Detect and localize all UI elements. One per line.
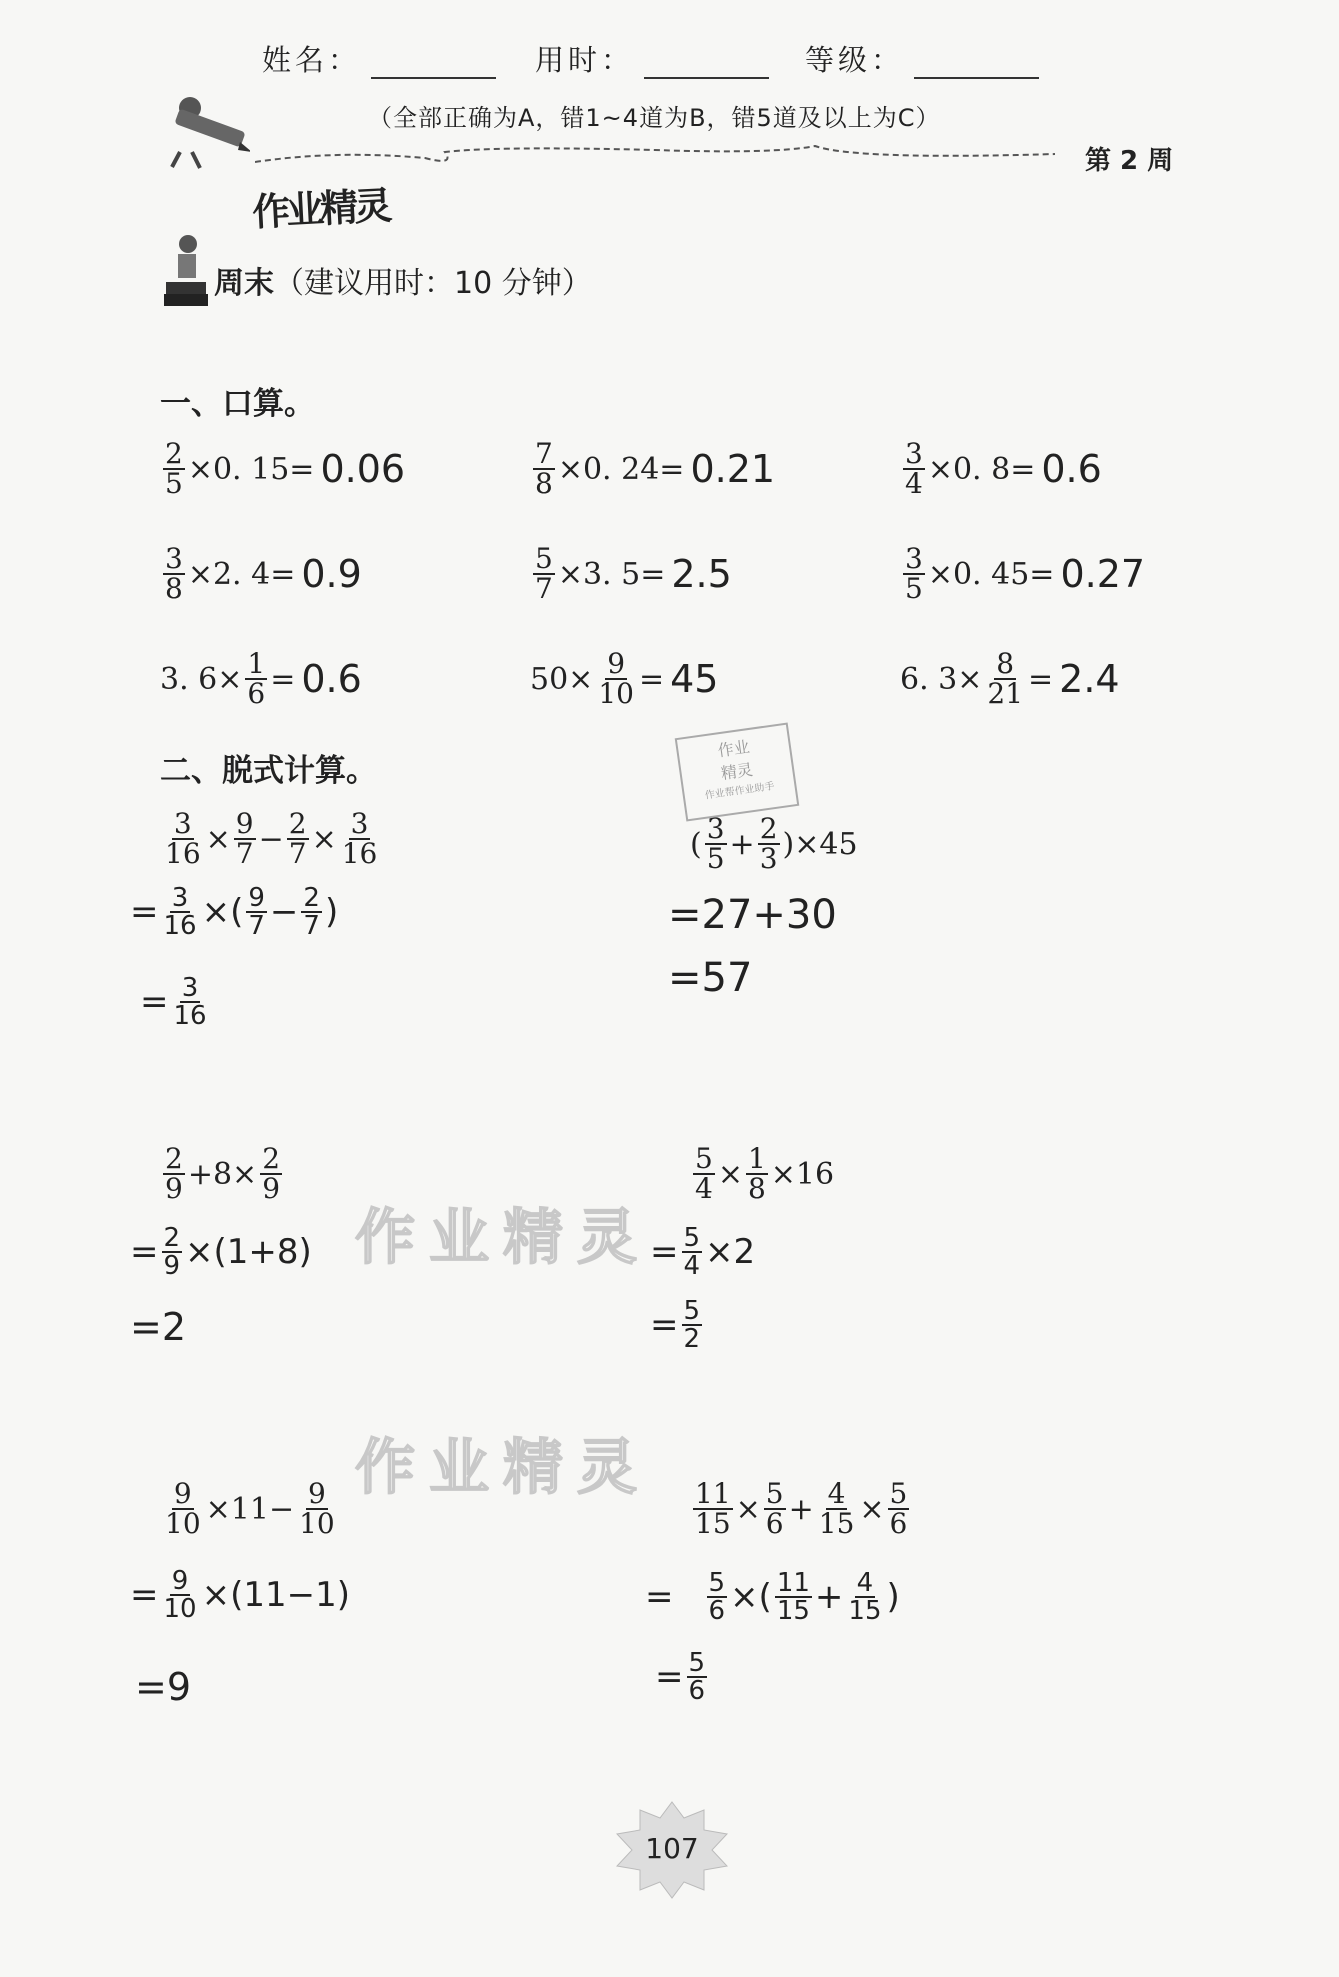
pencil-kid-icon <box>160 92 250 172</box>
part1-title: 一、口算。 <box>160 386 315 422</box>
watermark: 作业精灵 <box>355 1433 651 1503</box>
time-field <box>535 38 769 79</box>
problem-4-step-1: = $\frac{5}{4}$ ×2 <box>650 1223 756 1281</box>
problem-3-step-2: =2 <box>130 1305 187 1349</box>
problem-4: $\frac{5}{4}$ × $\frac{1}{8}$ ×16 <box>695 1142 835 1205</box>
oral-calc-item: $\frac{3}{5}$ ×0. 45= 0.27 <box>905 542 1146 605</box>
oral-calc-item: $\frac{2}{5}$ ×0. 15= 0.06 <box>165 437 406 500</box>
time-label: 用时： <box>535 43 635 77</box>
problem-3: $\frac{2}{9}$ +8× $\frac{2}{9}$ <box>165 1142 281 1205</box>
section-note: （建议用时：10 分钟） <box>274 266 592 301</box>
name-blank <box>371 51 496 79</box>
brand-logo: 作业精灵 <box>251 183 390 235</box>
handwritten-answer: 2.4 <box>1059 657 1120 701</box>
section-label: 周末 <box>214 266 274 301</box>
name-field <box>262 38 496 79</box>
problem-1-step-1: = $\frac{3}{16}$ ×( $\frac{9}{7}$ − $\frac{2}{7}$ ) <box>130 883 339 941</box>
oral-calc-item: $\frac{5}{7}$ ×3. 5= 2.5 <box>535 542 732 605</box>
problem-3-step-1: = $\frac{2}{9}$ ×(1+8) <box>130 1223 312 1281</box>
part2-title: 二、脱式计算。 <box>160 753 377 789</box>
handwritten-answer: 0.27 <box>1060 552 1146 596</box>
handwritten-answer: 0.6 <box>301 657 362 701</box>
kid-on-books-icon <box>160 232 210 312</box>
oral-calc-item: $\frac{7}{8}$ ×0. 24= 0.21 <box>535 437 776 500</box>
page-number: 107 <box>645 1832 699 1865</box>
problem-5: $\frac{9}{10}$ ×11− $\frac{9}{10}$ <box>165 1477 335 1540</box>
grade-blank <box>914 51 1039 79</box>
problem-5-step-2: =9 <box>135 1665 192 1709</box>
problem-2-step-2: =57 <box>668 955 753 1001</box>
problem-2: ( $\frac{3}{5}$ + $\frac{2}{3}$ )×45 <box>690 812 858 875</box>
grading-note: （全部正确为A，错1~4道为B，错5道及以上为C） <box>368 104 941 132</box>
handwritten-answer: 0.6 <box>1041 447 1102 491</box>
problem-6: $\frac{11}{15}$ × $\frac{5}{6}$ + $\frac{4}{15}$ × $\frac{5}{6}$ <box>695 1477 908 1540</box>
oral-calc-item: 50× $\frac{9}{10}$ = 45 <box>530 647 719 710</box>
grade-label: 等级： <box>805 43 905 77</box>
time-blank <box>644 51 769 79</box>
handwritten-answer: 2.5 <box>671 552 732 596</box>
problem-4-step-2: = $\frac{5}{2}$ <box>650 1296 701 1354</box>
week-label: 第 2 周 <box>1085 146 1174 176</box>
brand-stamp: 作业 精灵 作业帮作业助手 <box>675 722 800 821</box>
problem-5-step-1: = $\frac{9}{10}$ ×(11−1) <box>130 1566 350 1624</box>
handwritten-answer: 0.9 <box>301 552 362 596</box>
name-label: 姓名： <box>262 43 362 77</box>
problem-2-step-1: =27+30 <box>668 892 837 938</box>
watermark: 作业精灵 <box>355 1203 651 1273</box>
oral-calc-item: $\frac{3}{4}$ ×0. 8= 0.6 <box>905 437 1102 500</box>
problem-1-step-2: = $\frac{3}{16}$ <box>140 973 207 1031</box>
divider-line <box>255 140 1055 170</box>
oral-calc-item: 3. 6× $\frac{1}{6}$ = 0.6 <box>160 647 362 710</box>
section-heading <box>214 258 592 302</box>
handwritten-answer: 45 <box>670 657 719 701</box>
handwritten-answer: 0.21 <box>690 447 776 491</box>
problem-6-step-1: = $\frac{5}{6}$ ×( $\frac{11}{15}$ + $\frac{4}{15}$ ) <box>645 1568 900 1626</box>
problem-6-step-2: = $\frac{5}{6}$ <box>655 1648 706 1706</box>
handwritten-answer: 0.06 <box>320 447 406 491</box>
oral-calc-item: 6. 3× $\frac{8}{21}$ = 2.4 <box>900 647 1120 710</box>
grade-field <box>805 38 1039 79</box>
oral-calc-item: $\frac{3}{8}$ ×2. 4= 0.9 <box>165 542 362 605</box>
problem-1: $\frac{3}{16}$ × $\frac{9}{7}$ − $\frac{2}{7}$ × $\frac{3}{16}$ <box>165 807 378 870</box>
